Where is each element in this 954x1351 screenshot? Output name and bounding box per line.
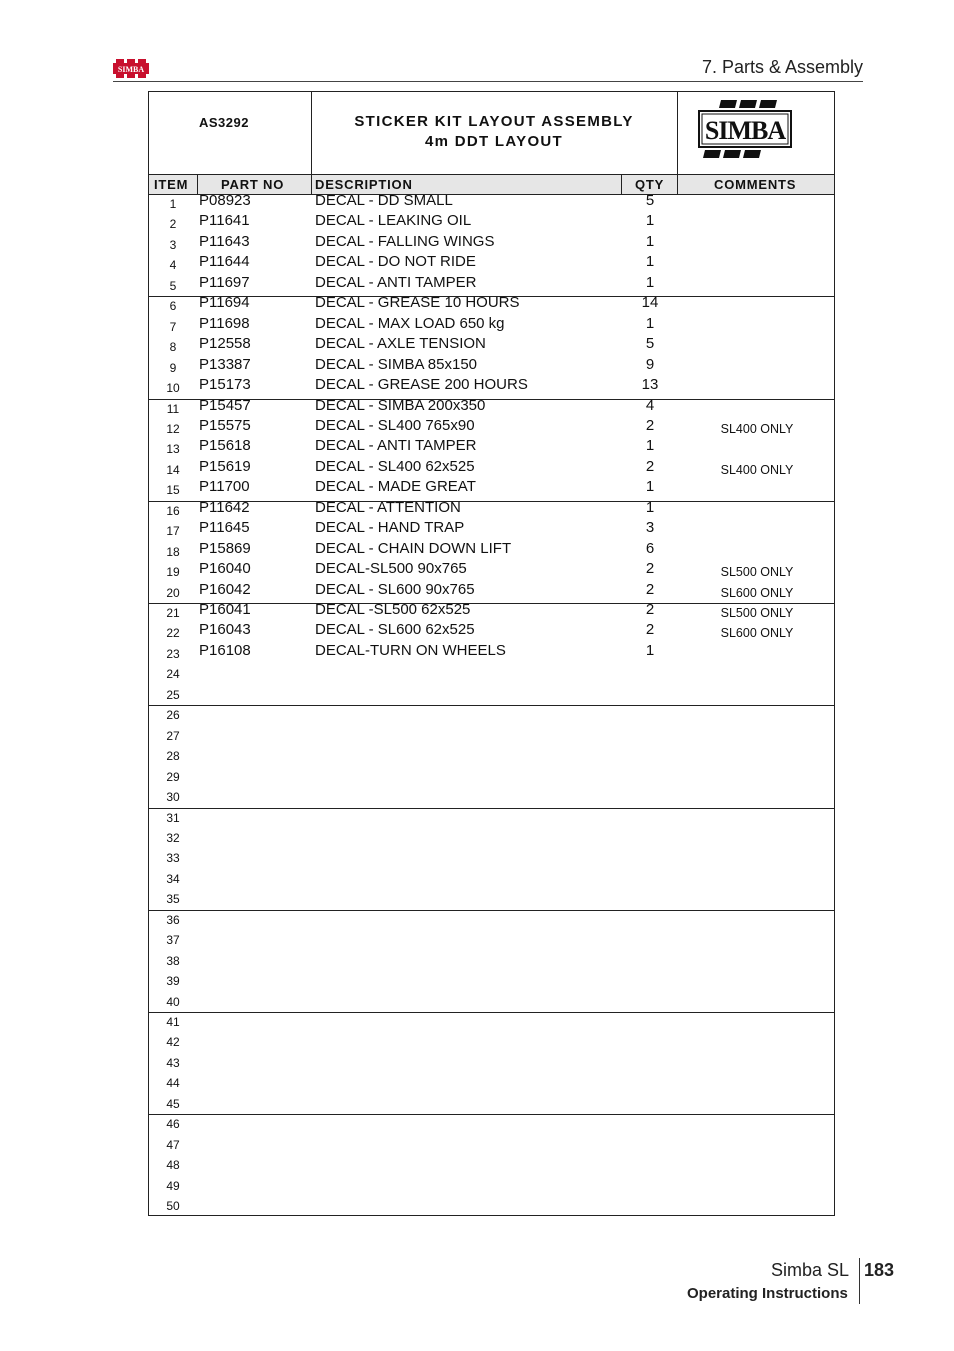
quantity: 1 xyxy=(645,478,655,496)
item-number: 4 xyxy=(169,258,177,273)
part-number: P15173 xyxy=(199,376,251,394)
part-number: P15575 xyxy=(199,416,251,434)
comment: SL500 ONLY xyxy=(720,565,794,580)
quantity: 2 xyxy=(645,621,655,639)
page-number: 183 xyxy=(864,1260,895,1280)
item-number: 27 xyxy=(166,728,180,743)
part-description: DECAL - GREASE 200 HOURS xyxy=(315,376,528,394)
item-number: 41 xyxy=(166,1015,180,1029)
col-description: DESCRIPTION xyxy=(315,177,413,192)
part-description: DECAL - CHAIN DOWN LIFT xyxy=(315,539,512,557)
table-row xyxy=(149,376,834,397)
quantity: 2 xyxy=(645,580,655,598)
col-part-no: PART NO xyxy=(221,177,285,192)
item-number: 45 xyxy=(166,1096,180,1111)
table-row xyxy=(149,990,834,1011)
table-row xyxy=(149,928,834,949)
part-number: P11643 xyxy=(199,232,250,250)
table-row xyxy=(149,192,834,213)
table-row xyxy=(149,253,834,274)
item-number: 15 xyxy=(166,483,180,498)
table-row xyxy=(149,581,834,602)
table-row xyxy=(149,765,834,786)
part-description: DECAL - FALLING WINGS xyxy=(315,232,495,250)
item-number: 40 xyxy=(166,994,180,1009)
quantity: 2 xyxy=(645,416,655,434)
footer-model: Simba SL xyxy=(771,1260,850,1280)
item-number: 37 xyxy=(166,933,180,948)
table-row xyxy=(149,437,834,458)
part-number: P16043 xyxy=(199,621,251,639)
item-number: 13 xyxy=(166,442,180,457)
comment: SL600 ONLY xyxy=(720,626,794,641)
table-row xyxy=(149,908,834,929)
title-block xyxy=(149,92,834,174)
item-number: 7 xyxy=(169,319,177,334)
quantity: 14 xyxy=(641,294,659,312)
comment: SL400 ONLY xyxy=(720,462,794,477)
table-row xyxy=(149,397,834,418)
table-row xyxy=(149,1010,834,1031)
part-description: DECAL - MADE GREAT xyxy=(315,478,476,496)
col-comments: COMMENTS xyxy=(714,177,797,192)
item-number: 19 xyxy=(166,565,180,580)
table-row xyxy=(149,1174,834,1195)
item-number: 1 xyxy=(169,197,177,211)
part-description: DECAL -SL500 62x525 xyxy=(315,601,471,618)
table-row xyxy=(149,233,834,254)
quantity: 13 xyxy=(641,376,659,394)
table-row xyxy=(149,1153,834,1174)
assembly-title xyxy=(313,112,675,152)
parts-table xyxy=(148,91,835,1216)
assembly-title-line1: STICKER KIT LAYOUT ASSEMBLY xyxy=(354,113,634,130)
item-number: 25 xyxy=(166,687,180,702)
item-number: 48 xyxy=(166,1158,180,1173)
table-row xyxy=(149,785,834,806)
item-number: 35 xyxy=(166,892,180,907)
part-description: DECAL - HAND TRAP xyxy=(315,519,465,537)
item-number: 34 xyxy=(166,871,180,886)
item-number: 26 xyxy=(166,708,180,723)
item-number: 38 xyxy=(166,953,180,968)
part-description: DECAL - SL400 765x90 xyxy=(315,416,475,434)
item-number: 47 xyxy=(166,1137,180,1152)
table-row xyxy=(149,1194,834,1215)
item-number: 36 xyxy=(166,912,180,927)
table-row xyxy=(149,540,834,561)
table-row xyxy=(149,1133,834,1154)
footer-divider xyxy=(859,1258,860,1304)
quantity: 1 xyxy=(645,314,655,332)
table-row xyxy=(149,560,834,581)
table-row xyxy=(149,621,834,642)
table-row xyxy=(149,499,834,520)
item-number: 16 xyxy=(166,503,180,518)
part-number: P12558 xyxy=(199,335,251,353)
header-simba-logo xyxy=(113,59,149,78)
part-number: P11700 xyxy=(199,478,250,496)
table-row xyxy=(149,683,834,704)
table-row xyxy=(149,356,834,377)
title-divider-1 xyxy=(311,92,312,174)
table-row xyxy=(149,212,834,233)
part-number: P11694 xyxy=(199,294,250,312)
item-number: 24 xyxy=(166,667,180,682)
header-divider xyxy=(113,81,863,82)
comment: SL600 ONLY xyxy=(720,585,794,600)
quantity: 1 xyxy=(645,437,655,455)
part-description: DECAL - ANTI TAMPER xyxy=(315,273,477,291)
section-title: 7. Parts & Assembly xyxy=(701,57,863,77)
quantity: 4 xyxy=(645,396,655,414)
assembly-number: AS3292 xyxy=(199,115,249,130)
part-number: P11644 xyxy=(199,253,250,271)
item-number: 8 xyxy=(169,340,177,355)
part-description: DECAL - SL400 62x525 xyxy=(315,457,475,475)
part-number: P15457 xyxy=(199,396,251,414)
part-number: P13387 xyxy=(199,355,251,373)
comment: SL400 ONLY xyxy=(720,421,794,436)
quantity: 1 xyxy=(645,641,655,659)
part-number: P16040 xyxy=(199,560,251,578)
quantity: 2 xyxy=(645,560,655,578)
table-row xyxy=(149,1051,834,1072)
quantity: 5 xyxy=(645,335,655,353)
item-number: 9 xyxy=(169,360,177,375)
part-description: DECAL - DO NOT RIDE xyxy=(315,253,476,271)
footer-subtitle: Operating Instructions xyxy=(687,1285,848,1302)
item-number: 33 xyxy=(166,851,180,866)
item-number: 11 xyxy=(166,401,180,416)
table-row xyxy=(149,1030,834,1051)
part-description: DECAL - SL600 90x765 xyxy=(315,580,475,598)
part-number: P11645 xyxy=(199,519,250,537)
item-number: 44 xyxy=(166,1076,180,1091)
part-description: DECAL - SL600 62x525 xyxy=(315,621,475,639)
table-row xyxy=(149,846,834,867)
title-divider-2 xyxy=(677,92,678,174)
item-number: 32 xyxy=(166,830,180,845)
part-number: P11697 xyxy=(199,273,250,291)
quantity: 1 xyxy=(645,212,655,230)
part-number: P16041 xyxy=(199,601,251,618)
part-number: P16042 xyxy=(199,580,251,598)
table-row xyxy=(149,478,834,499)
table-row xyxy=(149,744,834,765)
table-row xyxy=(149,826,834,847)
item-number: 50 xyxy=(166,1199,180,1214)
part-description: DECAL-TURN ON WHEELS xyxy=(315,641,506,659)
item-number: 2 xyxy=(169,217,177,232)
table-row xyxy=(149,1112,834,1133)
item-number: 12 xyxy=(166,421,180,436)
item-number: 5 xyxy=(169,278,177,293)
table-row xyxy=(149,642,834,663)
item-number: 42 xyxy=(166,1035,180,1050)
table-row xyxy=(149,1071,834,1092)
part-description: DECAL - GREASE 10 HOURS xyxy=(315,294,520,312)
table-row xyxy=(149,887,834,908)
table-row xyxy=(149,294,834,315)
header-logo-text: SIMBA xyxy=(117,65,145,74)
item-number: 31 xyxy=(166,810,180,825)
part-number: P15618 xyxy=(199,437,251,455)
table-row xyxy=(149,662,834,683)
table-row xyxy=(149,274,834,295)
table-row xyxy=(149,867,834,888)
quantity: 1 xyxy=(645,232,655,250)
col-qty: QTY xyxy=(635,177,665,192)
part-description: DECAL - SIMBA 85x150 xyxy=(315,355,478,373)
item-number: 6 xyxy=(169,299,177,314)
part-number: P15869 xyxy=(199,539,251,557)
part-number: P16108 xyxy=(199,641,251,659)
quantity: 5 xyxy=(645,192,655,209)
quantity: 3 xyxy=(645,519,655,537)
col-item: ITEM xyxy=(154,177,189,192)
simba-logo xyxy=(695,98,795,162)
table-row xyxy=(149,417,834,438)
item-number: 28 xyxy=(166,749,180,764)
item-number: 10 xyxy=(166,381,180,396)
item-number: 29 xyxy=(166,769,180,784)
item-number: 3 xyxy=(169,237,177,252)
item-number: 20 xyxy=(166,585,180,600)
table-row xyxy=(149,601,834,622)
part-description: DECAL - ANTI TAMPER xyxy=(315,437,477,455)
quantity: 2 xyxy=(645,601,655,618)
table-row xyxy=(149,1092,834,1113)
quantity: 1 xyxy=(645,498,655,516)
item-number: 49 xyxy=(166,1178,180,1193)
item-number: 30 xyxy=(166,790,180,805)
table-row xyxy=(149,806,834,827)
part-description: DECAL - LEAKING OIL xyxy=(315,212,472,230)
part-number: P08923 xyxy=(199,192,251,209)
part-description: DECAL - AXLE TENSION xyxy=(315,335,486,353)
item-number: 43 xyxy=(166,1055,180,1070)
item-number: 23 xyxy=(166,646,180,661)
part-description: DECAL - MAX LOAD 650 kg xyxy=(315,314,505,332)
quantity: 2 xyxy=(645,457,655,475)
part-number: P15619 xyxy=(199,457,251,475)
item-number: 22 xyxy=(166,626,180,641)
item-number: 21 xyxy=(166,606,180,620)
quantity: 9 xyxy=(645,355,655,373)
item-number: 14 xyxy=(166,462,180,477)
quantity: 1 xyxy=(645,273,655,291)
item-number: 39 xyxy=(166,974,180,989)
quantity: 6 xyxy=(645,539,655,557)
part-description: DECAL - DD SMALL xyxy=(315,192,453,209)
part-number: P11642 xyxy=(199,498,250,516)
table-row xyxy=(149,969,834,990)
table-row xyxy=(149,949,834,970)
table-row xyxy=(149,519,834,540)
table-row xyxy=(149,315,834,336)
table-row xyxy=(149,703,834,724)
part-description: DECAL - SIMBA 200x350 xyxy=(315,396,486,414)
table-row xyxy=(149,335,834,356)
logo-wordmark: SIMBA xyxy=(704,116,786,145)
table-row xyxy=(149,458,834,479)
item-number: 46 xyxy=(166,1117,180,1132)
assembly-title-line2: 4m DDT LAYOUT xyxy=(424,133,564,150)
quantity: 1 xyxy=(645,253,655,271)
comment: SL500 ONLY xyxy=(720,606,794,620)
part-description: DECAL-SL500 90x765 xyxy=(315,560,467,578)
item-number: 17 xyxy=(166,524,180,539)
table-row xyxy=(149,724,834,745)
item-number: 18 xyxy=(166,544,180,559)
part-number: P11641 xyxy=(199,212,250,230)
part-number: P11698 xyxy=(199,314,250,332)
part-description: DECAL - ATTENTION xyxy=(315,498,461,516)
